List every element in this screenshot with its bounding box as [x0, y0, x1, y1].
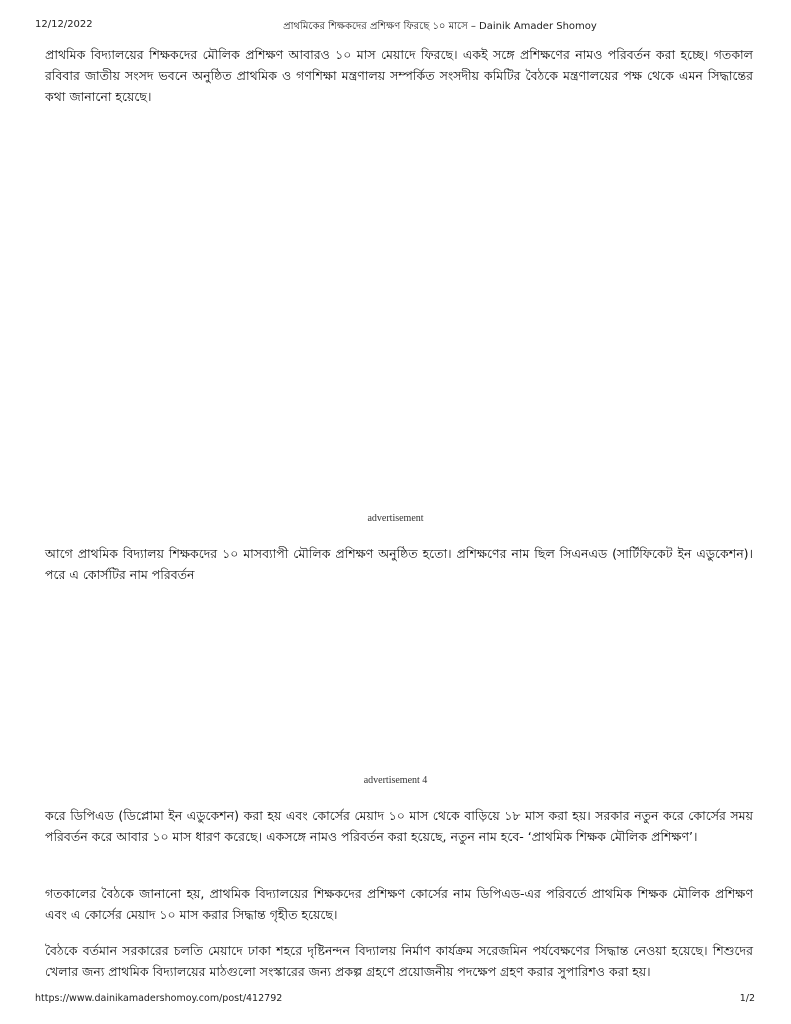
article-paragraph-2: আগে প্রাথমিক বিদ্যালয় শিক্ষকদের ১০ মাসব্যাপী মৌলিক প্রশিক্ষণ অনুষ্ঠিত হতো। প্রশিক্ষণের নাম ছিল সিএনএড (সার্টিফিকেট ইন এডুকেশন)। পরে এ কোর্সটির নাম পরিবর্তন: [45, 546, 753, 582]
article-paragraph-4: গতকালের বৈঠকে জানানো হয়, প্রাথমিক বিদ্যালয়ের শিক্ষকদের প্রশিক্ষণ কোর্সের নাম ডিপিএড-এর পরিবর্তে প্রাথমিক শিক্ষক মৌলিক প্রশিক্ষণ এবং এ কোর্সের মেয়াদ ১০ মাস করার সিদ্ধান্ত গৃহীত হয়েছে।: [45, 886, 753, 922]
article-paragraph-1: প্রাথমিক বিদ্যালয়ের শিক্ষকদের মৌলিক প্রশিক্ষণ আবারও ১০ মাস মেয়াদে ফিরছে। একই সঙ্গে প্রশিক্ষণের নামও পরিবর্তন করা হচ্ছে। গতকাল রবিবার জাতীয় সংসদ ভবনে অনুষ্ঠিত প্রাথমিক ও গণশিক্ষা মন্ত্রণালয় সম্পর্কিত সংসদীয় কমিটির বৈঠকে মন্ত্রণালয়ের পক্ষ থেকে এমন সিদ্ধান্তের কথা জানানো হয়েছে।: [45, 47, 753, 104]
page-footer: [0, 993, 791, 1007]
article-paragraph-5: বৈঠকে বর্তমান সরকারের চলতি মেয়াদে ঢাকা শহরে দৃষ্টিনন্দন বিদ্যালয় নির্মাণ কার্যক্রম সরেজমিন পর্যবেক্ষণের সিদ্ধান্ত নেওয়া হয়েছে। শিশুদের খেলার জন্য প্রাথমিক বিদ্যালয়ের মাঠগুলো সংস্কারের জন্য প্রকল্প গ্রহণে প্রয়োজনীয় পদক্ষেপ গ্রহণ করার সুপারিশও করা হয়।: [45, 943, 753, 979]
print-date: 12/12/2022: [35, 19, 93, 30]
page-number: 1/2: [739, 993, 755, 1004]
advertisement-label-4: advertisement 4: [363, 775, 428, 786]
document-title: প্রাথমিকের শিক্ষকদের প্রশিক্ষণ ফিরছে ১০ মাসে – Dainik Amader Shomoy: [283, 21, 597, 32]
source-url: https://www.dainikamadershomoy.com/post/412792: [35, 993, 283, 1004]
advertisement-label: advertisement: [367, 513, 424, 524]
page-header: [0, 19, 791, 35]
article-paragraph-3: করে ডিপিএড (ডিপ্লোমা ইন এডুকেশন) করা হয় এবং কোর্সের মেয়াদ ১০ মাস থেকে বাড়িয়ে ১৮ মাস করা হয়। সরকার নতুন করে কোর্সের সময় পরিবর্তন করে আবার ১০ মাস ধারণ করেছে। একসঙ্গে নামও পরিবর্তন করা হয়েছে, নতুন নাম হবে- ‘প্রাথমিক শিক্ষক মৌলিক প্রশিক্ষণ’।: [45, 808, 753, 844]
